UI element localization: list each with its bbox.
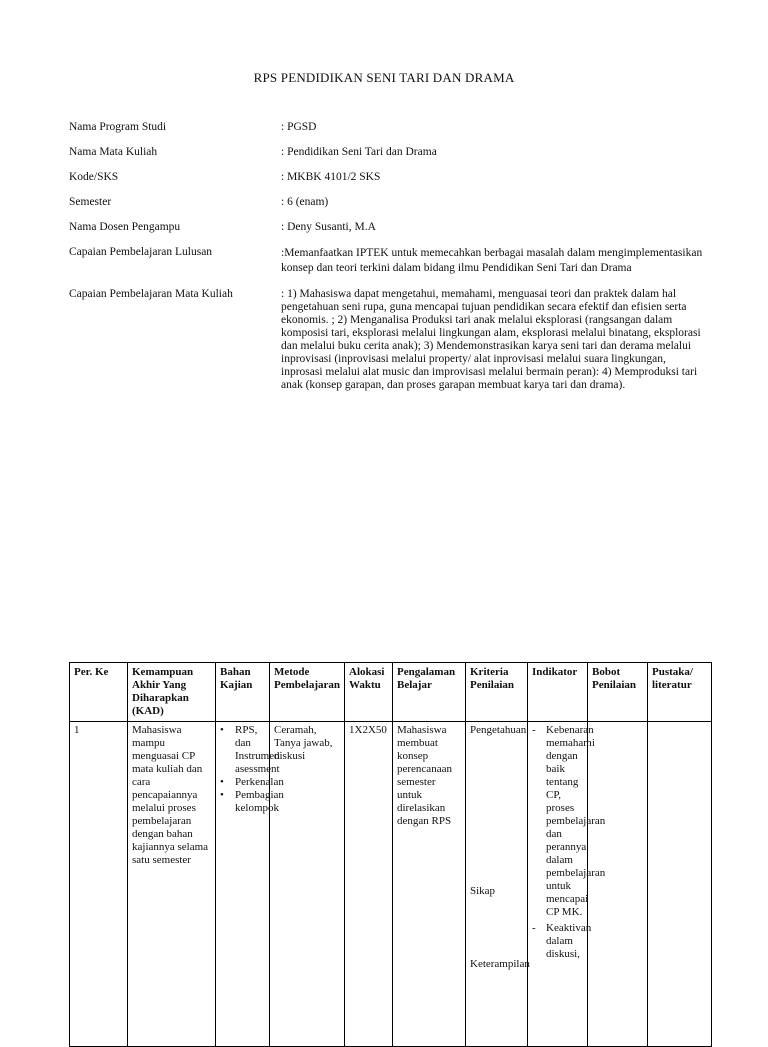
header-kriteria: Kriteria Penilaian xyxy=(466,663,528,722)
cell-metode: Ceramah, Tanya jawab, diskusi xyxy=(270,722,345,1047)
table-header-row xyxy=(70,663,712,722)
header-bobot: Bobot Penilaian xyxy=(588,663,648,722)
cell-pengalaman: Mahasiswa membuat konsep perencanaan semester untuk direlasikan dengan RPS xyxy=(393,722,466,1047)
header-indikator: Indikator xyxy=(528,663,588,722)
info-row-cp-mata-kuliah xyxy=(69,288,709,392)
info-label: Capaian Pembelajaran Mata Kuliah xyxy=(69,288,233,300)
list-item: • RPS, dan Instrumen asessment xyxy=(220,724,265,776)
info-row-kode-sks xyxy=(69,171,709,184)
info-row-dosen xyxy=(69,221,709,234)
course-info xyxy=(69,121,709,404)
info-label: Nama Mata Kuliah xyxy=(69,146,158,158)
info-row-semester xyxy=(69,196,709,209)
info-label: Semester xyxy=(69,196,112,208)
header-per-ke: Per. Ke xyxy=(70,663,128,722)
info-row-program-studi xyxy=(69,121,709,134)
info-value: : Pendidikan Seni Tari dan Drama xyxy=(281,146,437,158)
table-row xyxy=(70,722,712,1047)
cell-pustaka xyxy=(648,722,712,1047)
rps-table xyxy=(69,662,712,1047)
cell-per-ke: 1 xyxy=(70,722,128,1047)
cell-bahan-kajian xyxy=(216,722,284,1047)
info-value: : 6 (enam) xyxy=(281,196,329,208)
page-title: RPS PENDIDIKAN SENI TARI DAN DRAMA xyxy=(253,70,515,85)
cell-indikator xyxy=(528,722,606,1047)
info-value: : PGSD xyxy=(281,121,317,133)
header-pengalaman: Pengalaman Belajar xyxy=(393,663,466,722)
list-item: • Perkenalan xyxy=(220,776,265,789)
info-row-mata-kuliah xyxy=(69,146,709,159)
kriteria-pengetahuan: Pengetahuan xyxy=(470,724,527,736)
info-value: : MKBK 4101/2 SKS xyxy=(281,171,381,183)
info-value: :Memanfaatkan IPTEK untuk memecahkan berbagai masalah dalam mengimplementasikan konsep dan teori terkini dalam bidang ilmu Pendidikan Seni Tari dan Drama xyxy=(281,247,703,274)
cell-kad: Mahasiswa mampu menguasai CP mata kuliah dan cara pencapaiannya melalui proses pembelajaran dengan bahan kajiannya selama satu semester xyxy=(128,722,216,1047)
kriteria-keterampilan: Keterampilan xyxy=(470,958,530,970)
cell-kriteria xyxy=(466,722,528,1047)
header-metode: Metode Pembelajaran xyxy=(270,663,345,722)
header-kad: Kemampuan Akhir Yang Diharapkan (KAD) xyxy=(128,663,216,722)
indikator-list xyxy=(532,724,606,961)
info-label: Capaian Pembelajaran Lulusan xyxy=(69,246,213,258)
info-label: Nama Dosen Pengampu xyxy=(69,221,181,233)
list-item: • Pembagian kelompok xyxy=(220,789,265,815)
cell-alokasi: 1X2X50 xyxy=(345,722,393,1047)
list-item: - Kebenaran memahami dengan baik tentang CP, proses pembelajaran dan perannya dalam pembelajaran untuk mencapai CP MK. xyxy=(532,724,583,919)
cell-bobot xyxy=(588,722,648,1047)
kriteria-sikap: Sikap xyxy=(470,885,496,897)
info-label: Kode/SKS xyxy=(69,171,119,183)
info-value: : Deny Susanti, M.A xyxy=(281,221,376,233)
info-label: Nama Program Studi xyxy=(69,121,167,133)
list-item: - Keaktivan dalam diskusi, xyxy=(532,922,583,961)
info-row-cp-lulusan xyxy=(69,246,709,276)
header-alokasi: Alokasi Waktu xyxy=(345,663,393,722)
bahan-kajian-list xyxy=(220,724,284,815)
header-pustaka: Pustaka/ literatur xyxy=(648,663,712,722)
header-bahan-kajian: Bahan Kajian xyxy=(216,663,270,722)
info-value: : 1) Mahasiswa dapat mengetahui, memahami, menguasai teori dan praktek dalam hal pengetahuan seni rupa, guna mencapai tujuan pendidikan secara efektif dan efisien serta ekonomis. ; 2) Menganalisa Produksi tari anak melalui eksplorasi (rangsangan dalam komposisi tari, eksplorasi melalui lingkungan alam, eksplorasi melalui binatang, eksplorasi dan melalui buku cerita anak); 3) Mendemonstrasikan karya seni tari dan derama melalui inprovisasi (inprovisasi melalui property/ alat inprovisasi melalui suara lingkungan, inprosasi melalui alat music dan improvisasi melalui bermain peran): 4) Memproduksi tari anak (konsep garapan, dan proses garapan membuat karya tari dan drama). xyxy=(281,288,701,391)
